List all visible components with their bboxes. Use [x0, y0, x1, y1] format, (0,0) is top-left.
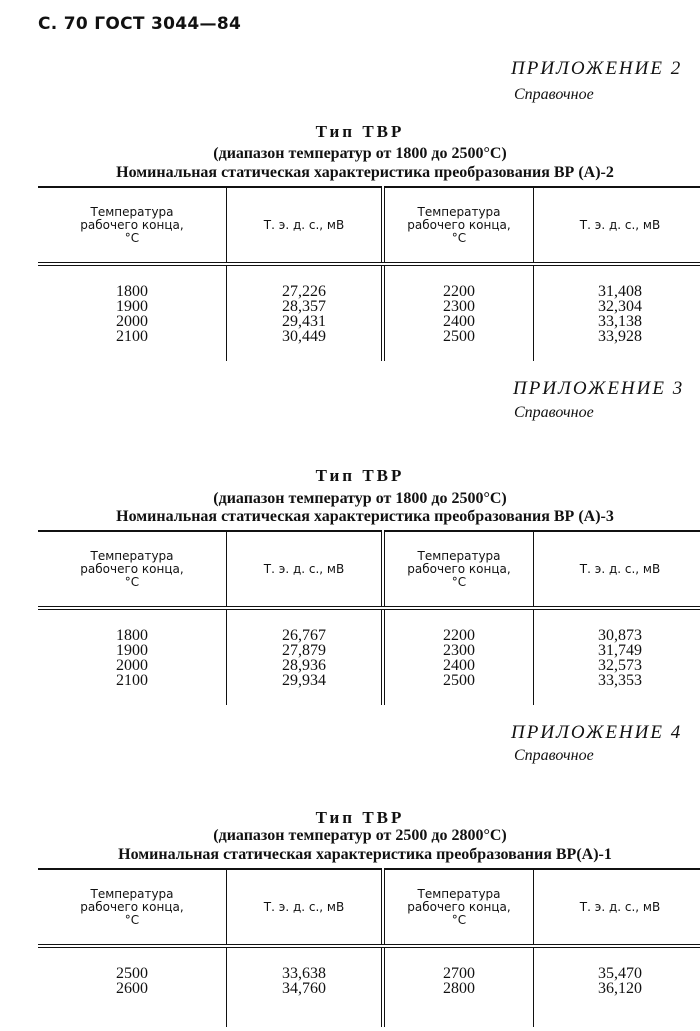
- cell-line: рабочего конца,: [80, 561, 184, 576]
- emf-values: [534, 946, 700, 1027]
- emf-column-header: Т. э. д. с., мВ: [534, 531, 700, 608]
- temperature-range: (диапазон температур от 2500 до 2800°С): [213, 827, 507, 844]
- temperature-column-header: [38, 531, 227, 608]
- appendix-title: ПРИЛОЖЕНИЕ 4: [511, 722, 683, 743]
- type-title: Тип ТВР: [315, 466, 405, 485]
- characteristic-title: Номинальная статическая характеристика преобразования ВР(А)-1: [118, 846, 612, 863]
- emf-values: [227, 946, 384, 1027]
- cell-line: 2400: [443, 313, 475, 330]
- cell-line: Температура: [417, 886, 501, 901]
- cell-line: 2500: [443, 328, 475, 345]
- cell-line: 2100: [116, 672, 148, 689]
- temperature-values: [38, 946, 227, 1027]
- cell-line: 32,304: [598, 298, 642, 315]
- emf-column-header: Т. э. д. с., мВ: [227, 531, 384, 608]
- cell-line: 2300: [443, 298, 475, 315]
- cell-line: Температура: [90, 548, 174, 563]
- temperature-values: [38, 608, 227, 705]
- temperature-range: (диапазон температур от 1800 до 2500°С): [213, 490, 507, 507]
- cell-line: 2200: [443, 627, 475, 644]
- cell-line: 30,873: [598, 627, 642, 644]
- cell-line: 28,936: [282, 657, 326, 674]
- cell-line: °С: [124, 574, 140, 589]
- cell-line: 30,449: [282, 328, 326, 345]
- cell-line: 31,408: [598, 283, 642, 300]
- characteristic-title: Номинальная статическая характеристика преобразования ВР (А)-2: [116, 164, 614, 181]
- temperature-range: (диапазон температур от 1800 до 2500°С): [213, 145, 507, 162]
- cell-line: 33,353: [598, 672, 642, 689]
- cell-line: 33,638: [282, 965, 326, 982]
- data-table: [38, 868, 700, 1027]
- cell-line: 34,760: [282, 980, 326, 997]
- emf-column-header: Т. э. д. с., мВ: [534, 187, 700, 264]
- temperature-values: [383, 608, 534, 705]
- cell-line: рабочего конца,: [80, 217, 184, 232]
- cell-line: 2100: [116, 328, 148, 345]
- temperature-values: [38, 264, 227, 361]
- appendix-title: ПРИЛОЖЕНИЕ 3: [513, 378, 685, 399]
- cell-line: 1800: [116, 627, 148, 644]
- cell-line: 2300: [443, 642, 475, 659]
- type-title: Тип ТВР: [315, 122, 405, 141]
- cell-line: 32,573: [598, 657, 642, 674]
- cell-line: 1800: [116, 283, 148, 300]
- emf-values: [534, 608, 700, 705]
- cell-line: 2800: [443, 980, 475, 997]
- cell-line: °С: [451, 230, 467, 245]
- cell-line: °С: [124, 230, 140, 245]
- cell-line: 33,928: [598, 328, 642, 345]
- temperature-values: [383, 946, 534, 1027]
- emf-values: [227, 264, 384, 361]
- temperature-column-header: [383, 531, 534, 608]
- cell-line: 2500: [443, 672, 475, 689]
- cell-line: 2700: [443, 965, 475, 982]
- cell-line: 29,934: [282, 672, 326, 689]
- cell-line: 2500: [116, 965, 148, 982]
- cell-line: °С: [451, 912, 467, 927]
- cell-line: 2200: [443, 283, 475, 300]
- cell-line: Температура: [90, 204, 174, 219]
- cell-line: Температура: [417, 204, 501, 219]
- cell-line: Температура: [417, 548, 501, 563]
- cell-line: 2400: [443, 657, 475, 674]
- cell-line: 27,879: [282, 642, 326, 659]
- cell-line: 36,120: [598, 980, 642, 997]
- cell-line: °С: [451, 574, 467, 589]
- cell-line: 2600: [116, 980, 148, 997]
- cell-line: 29,431: [282, 313, 326, 330]
- temperature-column-header: [383, 187, 534, 264]
- cell-line: 27,226: [282, 283, 326, 300]
- cell-line: рабочего конца,: [407, 217, 511, 232]
- cell-line: 28,357: [282, 298, 326, 315]
- cell-line: 26,767: [282, 627, 326, 644]
- cell-line: Температура: [90, 886, 174, 901]
- cell-line: 35,470: [598, 965, 642, 982]
- cell-line: рабочего конца,: [407, 561, 511, 576]
- characteristic-title: Номинальная статическая характеристика преобразования ВР (А)-3: [116, 508, 614, 525]
- appendix-subtitle: Справочное: [514, 404, 594, 421]
- emf-column-header: Т. э. д. с., мВ: [227, 187, 384, 264]
- appendix-subtitle: Справочное: [514, 86, 594, 103]
- cell-line: 1900: [116, 298, 148, 315]
- cell-line: 1900: [116, 642, 148, 659]
- temperature-column-header: [38, 869, 227, 946]
- temperature-column-header: [383, 869, 534, 946]
- page-header: С. 70 ГОСТ 3044—84: [38, 14, 242, 34]
- emf-values: [534, 264, 700, 361]
- emf-column-header: Т. э. д. с., мВ: [227, 869, 384, 946]
- cell-line: 2000: [116, 657, 148, 674]
- appendix-subtitle: Справочное: [514, 747, 594, 764]
- temperature-column-header: [38, 187, 227, 264]
- appendix-title: ПРИЛОЖЕНИЕ 2: [511, 58, 683, 79]
- data-table: [38, 530, 700, 705]
- cell-line: °С: [124, 912, 140, 927]
- cell-line: рабочего конца,: [80, 899, 184, 914]
- type-title: Тип ТВР: [315, 808, 405, 827]
- data-table: [38, 186, 700, 361]
- temperature-values: [383, 264, 534, 361]
- cell-line: 33,138: [598, 313, 642, 330]
- emf-values: [227, 608, 384, 705]
- cell-line: 2000: [116, 313, 148, 330]
- emf-column-header: Т. э. д. с., мВ: [534, 869, 700, 946]
- cell-line: 31,749: [598, 642, 642, 659]
- cell-line: рабочего конца,: [407, 899, 511, 914]
